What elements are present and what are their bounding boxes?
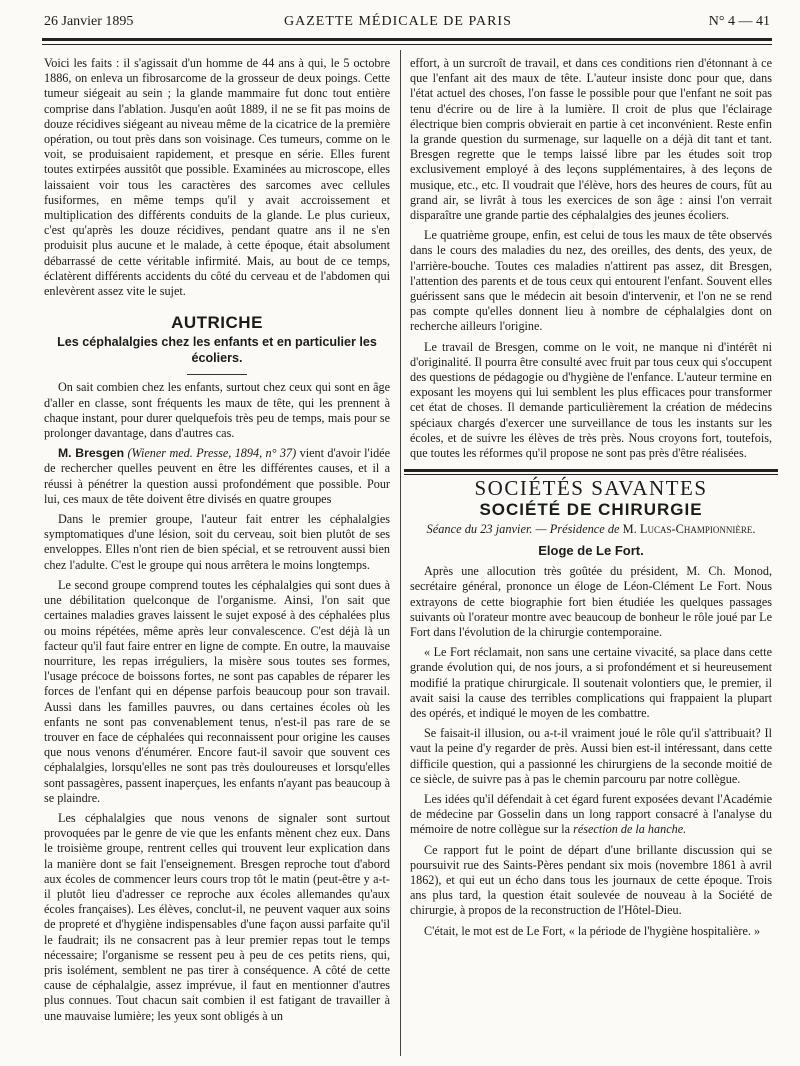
citation: (Wiener med. Presse, 1894, n° 37) — [124, 446, 300, 461]
paragraph: Le travail de Bresgen, comme on le voit, ne manque ni d'intérêt ni d'originalité. Il pourra être consulté avec fruit par tous ceux qui s'occupent des questions de pédagogie ou d'hygiène de l'enfance. L'auteur termine en exposant les moyens qui lui semblent les plus efficaces pour transformer cet état de choses. Il demande particulièrement la création de médecins spéciaux chargés d'exercer une surveillance de tous les instants sur les écoles, et de suivre les élèves de très près. Nous croyons fort, toutefois, que toutes les réformes qu'il propose ne sont pas près d'être réalisées. — [410, 339, 772, 461]
section-rule-thin — [404, 474, 778, 475]
paragraph: « Le Fort réclamait, non sans une certaine vivacité, sa place dans cette grande évolution qui, de nos jours, a si profondément et si heureusement modifié la pratique chirurgicale. Il soutenait volontiers que, le premier, il avait saisi la cause des terribles complications qui frappaient la plupart des opérés, et indiqué le moyen de les combattre. — [410, 645, 772, 720]
paragraph — [410, 792, 772, 838]
paragraph: Se faisait-il illusion, ou a-t-il vraiment joué le rôle qu'il s'attribuait? Il vaut la peine d'y regarder de près. Aussi bien est-il intéressant, dans cette difficile question, qui a passionné les chirurgiens de la seconde moitié de ce siècle, de suivre pas à pas le chemin parcouru par notre collègue. — [410, 726, 772, 786]
header-rule-thick — [42, 38, 772, 41]
session-line — [410, 522, 772, 537]
paragraph: Après une allocution très goûtée du président, M. Ch. Monod, secrétaire général, prononce un éloge de Léon-Clément Le Fort. Nous extrayons de cette biographie fort bien étudiée les quelques passages suivants où l'orateur montre avec beaucoup de bonheur le rôle joué par Le Fort dans l'évolution de la chirurgie contemporaine. — [410, 564, 772, 639]
page-header — [44, 14, 770, 34]
column-separator — [400, 50, 401, 1056]
paragraph: effort, à un surcroît de travail, et dans ces conditions rien d'étonnant à ce que l'enfant ait des maux de tête. L'auteur insiste donc pour que, dans l'état actuel des choses, l'on fasse le possible pour que l'enfant ne soit pas tenu d'écrire ou de lire à la lumière. Il croit de plus que l'éclairage électrique bien compris obvierait en partie à cet inconvénient. Reste enfin la grande question du surmenage, sur laquelle on a déjà dit tant et tant. Bresgen regrette que le temps laissé libre par les études soit trop exclusivement employé à des leçons supplémentaires, à des leçons de musique, etc., etc. Il voudrait que l'élève, hors des heures de cours, fût au grand air, se livrât à tous les exercices de son âge : ainsi l'on verrait disparaître une grande partie des céphalalgies des jeunes écoliers. — [410, 56, 772, 223]
paragraph: Le second groupe comprend toutes les céphalalgies qui sont dues à une débilitation quelconque de l'organisme. Ainsi, l'on sait que certaines maladies graves laissent le sujet exposé à des céphalées plus ou moins répétées, même après leur convalescence. C'est déjà là un facteur qu'il faut faire entrer en ligne de compte. En outre, la mauvaise nourriture, les repas irréguliers, la misère sous toutes ses formes, l'usage précoce de boissons fortes, ne sont pas capables de réparer les forces de l'enfant qui en dépense parfois beaucoup pour son travail. Aussi dans les familles pauvres, ou dans certaines écoles où les enfants ne sont pas convenablement tenus, n'est-il pas rare de se trouver en face de céphalées qui reconnaissent pour origine les causes que nous venons d'énumérer. Encore faut-il savoir que souvent ces céphalalgies, lorsqu'elles ne sont pas très douloureuses et lorsqu'elles sont passagères, passent inaperçues, les enfants n'ayant pas beaucoup à se plaindre. — [44, 577, 390, 805]
section-rule-thick — [404, 469, 778, 472]
section-heading-societes: SOCIÉTÉS SAVANTES — [474, 476, 708, 501]
right-column — [410, 56, 772, 939]
header-page-number: N° 4 — 41 — [708, 14, 770, 29]
left-column — [44, 56, 390, 1024]
session-president: M. Lucas-Championnière. — [622, 521, 756, 536]
paragraph: Les céphalalgies que nous venons de signaler sont surtout provoquées par le genre de vie que les enfants mènent chez eux. Dans le troisième groupe, rentrent celles qui trouvent leur explication dans la manière dont se fait l'enseignement. Bresgen reproche tout d'abord aux écoles de commencer leurs cours trop tôt le matin (peut-être y a-t-il plutôt lieu d'adresser ce reproche aux écoles allemandes qu'aux écoles françaises). Les élèves, conclut-il, ne peuvent vaquer aux soins de propreté et d'hygiène indispensables d'une façon aussi parfaite qu'il le faudrait; ils ne consacrent pas à leur premier repas tout le temps nécessaire; l'organisme se ressent peu à peu de ces petits riens, qui, pris isolément, semblent ne pas tirer à conséquence. A côté de cette cause de céphalalgie, assez imprévue, il faut en mentionner d'autres plus connues. Tout chacun sait combien il est fatigant de travailler à une mauvaise lumière; les yeux sont obligés à un — [44, 810, 390, 1023]
paragraph: Le quatrième groupe, enfin, est celui de tous les maux de tête observés dans le cours des maladies du nez, des oreilles, des dents, des yeux, de l'arrière-bouche. Toutes ces maladies n'attirent pas assez, dit Bresgen, l'attention des parents et de tous ceux qui entourent l'enfant. Souvent elles guérissent sans que le médecin ait besoin d'intervenir, et l'on ne se rend pas compte qu'elles donnent lieu à nombre de céphalalgies dont on recherche ailleurs l'origine. — [410, 228, 772, 334]
section-heading-autriche: AUTRICHE — [171, 313, 263, 333]
paragraph: Dans le premier groupe, l'auteur fait entrer les céphalalgies symptomatiques d'une lésion, soit du cerveau, soit bien plutôt de ses enveloppes. Elles n'ont rien de bien spécial, et se retrouvent aussi bien chez l'adulte. C'est le groupe qui nous arrêtera le moins longtemps. — [44, 512, 390, 572]
italic-title: résection de la hanche. — [573, 822, 687, 837]
article-title: Les céphalalgies chez les enfants et en particulier les écoliers. — [57, 335, 377, 366]
header-rule-thin — [42, 44, 772, 45]
paragraph: On sait combien chez les enfants, surtout chez ceux qui sont en âge d'aller en classe, sont fréquents les maux de tête, qui les prennent à chaque instant, pour durer quelquefois très peu de temps, mais pour se prolonger davantage, dans d'autres cas. — [44, 380, 390, 441]
header-title: GAZETTE MÉDICALE DE PARIS — [284, 14, 512, 29]
paragraph — [44, 446, 390, 507]
author-name: M. Bresgen — [58, 446, 125, 461]
divider — [187, 374, 247, 375]
session-date: Séance du 23 janvier. — Présidence de — [426, 521, 623, 536]
paragraph-text: vient d'avoir l'idée de rechercher quelles peuvent en être les différentes causes, et il a réussi à pénétrer la question aussi profondément que possible. Pour lui, ces maux de tête doivent être divisés en quatre groupes — [44, 446, 390, 506]
header-date: 26 Janvier 1895 — [44, 14, 134, 29]
article-title: Eloge de Le Fort. — [538, 542, 644, 558]
paragraph-text: Les idées qu'il défendait à cet égard furent exposées devant l'Académie de médecine par Gosselin dans un long rapport consacré à l'analyse du mémoire de notre collègue sur la — [410, 791, 772, 837]
paragraph: Voici les faits : il s'agissait d'un homme de 44 ans à qui, le 5 octobre 1886, on enleva un fibrosarcome de la grosseur de deux poings. Cette tumeur siégeait au sein ; la glande mammaire fut donc tout entière comprise dans l'ablation. Jusqu'en août 1889, il ne se fit pas moins de douze récidives siégeant au niveau même de la cicatrice de la première opération, ou tout près dans son voisinage. Ces tumeurs, comme on le voit, se produisaient rapidement, et presque en série. Elles furent toutes extirpées aussitôt que possible. Examinées au microscope, elles laissaient voir tous les caractères des sarcomes avec cellules fusiformes, en même temps qu'il y avait accroissement et multiplication des différents conduits de la glande. Le plus curieux, c'est qu'après les douze récidives, pendant quatre ans il ne s'en produisit plus aucune et le malade, à cette époque, était absolument débarrassé de cette véritable infirmité. Mais, au bout de ce temps, éclatèrent différents accidents du côté du cerveau et de l'abdomen qui enlevèrent assez vite le sujet. — [44, 56, 390, 299]
paragraph: C'était, le mot est de Le Fort, « la période de l'hygiène hospitalière. » — [424, 923, 761, 938]
paragraph: Ce rapport fut le point de départ d'une brillante discussion qui se poursuivit rue des Saints-Pères pendant six mois (novembre 1861 à avril 1862), et qui eut un écho dans tous les journaux de cette époque. Trois ans plus tard, la question était soulevée de nouveau à la Société de chirurgie, à propos de la reconstruction de l'Hôtel-Dieu. — [410, 842, 772, 918]
society-heading: SOCIÉTÉ DE CHIRURGIE — [479, 500, 703, 520]
